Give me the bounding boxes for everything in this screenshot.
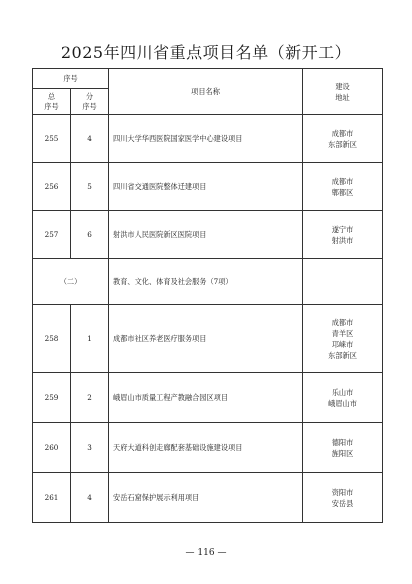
header-sub-seq: 分 序号: [71, 89, 109, 115]
project-table: [32, 68, 383, 523]
sub-seq: 4: [71, 115, 109, 163]
header-total-seq: 总 序号: [33, 89, 71, 115]
section-label: （二）: [33, 259, 109, 305]
location: 遂宁市 射洪市: [303, 211, 383, 259]
section-row: [33, 259, 383, 305]
section-location: [303, 259, 383, 305]
sub-seq: 2: [71, 373, 109, 423]
project-name: 安岳石窟保护展示利用项目: [109, 473, 303, 523]
page-number: — 116 —: [185, 548, 227, 558]
page-title: 2025年四川省重点项目名单（新开工）: [60, 43, 352, 62]
table-row: [33, 305, 383, 373]
table-row: [33, 423, 383, 473]
table-row: [33, 473, 383, 523]
total-seq: 259: [33, 373, 71, 423]
total-seq: 260: [33, 423, 71, 473]
location: 成都市 青羊区 邛崃市 东部新区: [303, 305, 383, 373]
project-name: 峨眉山市质量工程产教融合园区项目: [109, 373, 303, 423]
table-row: [33, 163, 383, 211]
sub-seq: 3: [71, 423, 109, 473]
location: 乐山市 峨眉山市: [303, 373, 383, 423]
project-name: 四川省交通医院整体迁建项目: [109, 163, 303, 211]
sub-seq: 1: [71, 305, 109, 373]
location: 成都市 郫都区: [303, 163, 383, 211]
section-name: 教育、文化、体育及社会服务（7项）: [109, 259, 303, 305]
total-seq: 261: [33, 473, 71, 523]
total-seq: 257: [33, 211, 71, 259]
table-row: [33, 115, 383, 163]
sub-seq: 4: [71, 473, 109, 523]
project-name: 天府大道科创走廊配套基础设施建设项目: [109, 423, 303, 473]
table-row: [33, 373, 383, 423]
header-project-name: 项目名称: [109, 69, 303, 115]
table-row: [33, 211, 383, 259]
project-name: 成都市社区养老医疗服务项目: [109, 305, 303, 373]
header-seq: 序号: [33, 69, 109, 89]
total-seq: 255: [33, 115, 71, 163]
location: 德阳市 旌阳区: [303, 423, 383, 473]
sub-seq: 5: [71, 163, 109, 211]
sub-seq: 6: [71, 211, 109, 259]
header-location: 建设 地址: [303, 69, 383, 115]
project-name: 射洪市人民医院新区医院项目: [109, 211, 303, 259]
location: 成都市 东部新区: [303, 115, 383, 163]
total-seq: 256: [33, 163, 71, 211]
total-seq: 258: [33, 305, 71, 373]
location: 资阳市 安岳县: [303, 473, 383, 523]
project-name: 四川大学华西医院国家医学中心建设项目: [109, 115, 303, 163]
